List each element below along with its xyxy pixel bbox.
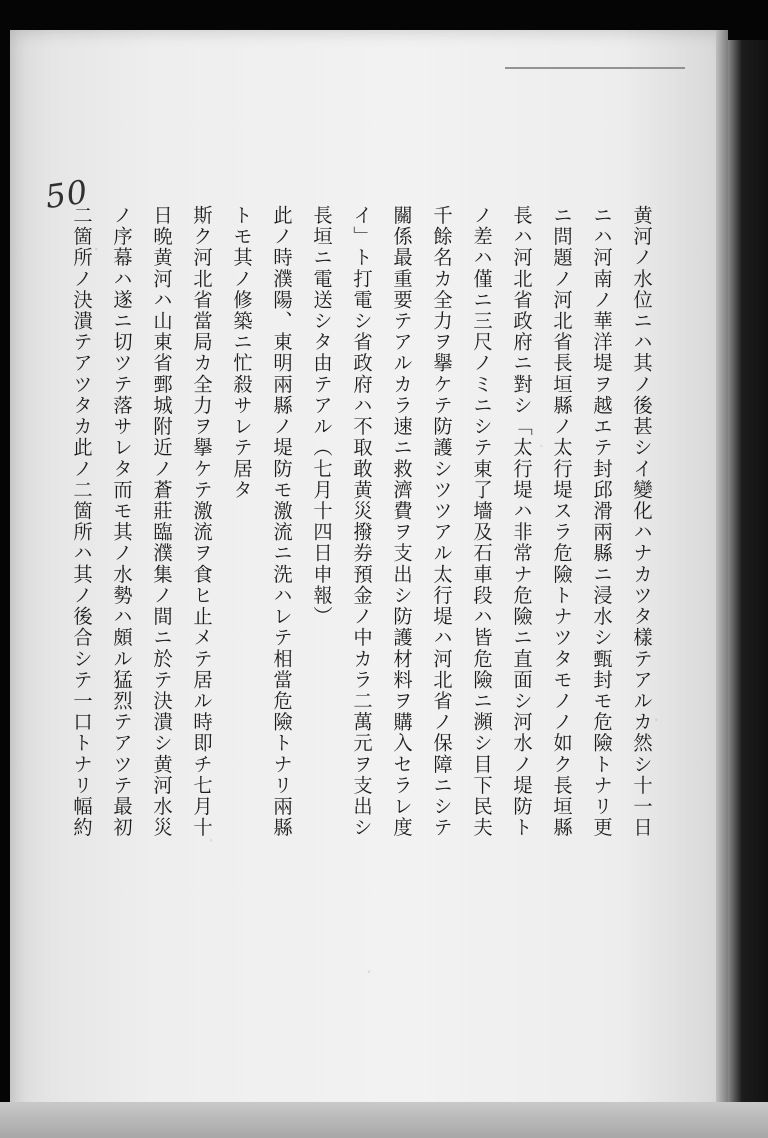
text-column-9: 長垣ニ電送シタ由テアル（七月十四日申報） xyxy=(310,205,333,628)
text-column-15: 二箇所ノ決潰テアツタカ此ノ二箇所ハ其ノ後合シテ一口トナリ幅約 xyxy=(70,205,93,839)
text-column-6: 千餘名カ全力ヲ擧ケテ防護シツツアル太行堤ハ河北省ノ保障ニシテ xyxy=(430,205,453,839)
text-column-3: ニ問題ノ河北省長垣縣ノ太行堤スラ危險トナツタモノノ如ク長垣縣 xyxy=(550,205,573,839)
top-faded-rule xyxy=(505,67,685,69)
book-binding xyxy=(728,40,768,1138)
text-column-7: 關係最重要テアルカラ速ニ救濟費ヲ支出シ防護材料ヲ購入セラレ度 xyxy=(390,205,413,839)
text-column-4: 長ハ河北省政府ニ對シ「太行堤ハ非常ナ危險ニ直面シ河水ノ堤防ト xyxy=(510,205,533,839)
text-column-11: トモ其ノ修築ニ忙殺サレテ居タ xyxy=(230,205,253,501)
text-column-14: ノ序幕ハ遂ニ切ツテ落サレタ而モ其ノ水勢ハ頗ル猛烈テアツテ最初 xyxy=(110,205,133,839)
page-gutter xyxy=(716,30,728,1125)
text-column-5: ノ差ハ僅ニ三尺ノミニシテ東了墻及石車段ハ皆危險ニ瀕シ目下民夫 xyxy=(470,205,493,839)
text-column-1: 黄河ノ水位ニハ其ノ後甚シイ變化ハナカツタ樣テアルカ然シ十一日 xyxy=(630,205,653,839)
text-column-13: 日晩黄河ハ山東省鄄城附近ノ蒼莊臨濮集ノ間ニ於テ決潰シ黄河水災 xyxy=(150,205,173,839)
text-column-12: 斯ク河北省當局カ全力ヲ擧ケテ激流ヲ食ヒ止メテ居ル時即チ七月十 xyxy=(190,205,213,839)
handwritten-page-number: 50 xyxy=(42,172,91,217)
text-column-8: イ」ト打電シ省政府ハ不取敢黄災撥券預金ノ中カラ二萬元ヲ支出シ xyxy=(350,205,373,839)
text-column-10: 此ノ時濮陽、東明兩縣ノ堤防モ激流ニ洗ハレテ相當危險トナリ兩縣 xyxy=(270,205,293,839)
vertical-text-block xyxy=(72,205,656,1055)
page-bottom-edge xyxy=(0,1102,768,1138)
text-column-2: ニハ河南ノ華洋堤ヲ越エテ封邱滑兩縣ニ浸水シ甄封モ危險トナリ更 xyxy=(590,205,613,839)
